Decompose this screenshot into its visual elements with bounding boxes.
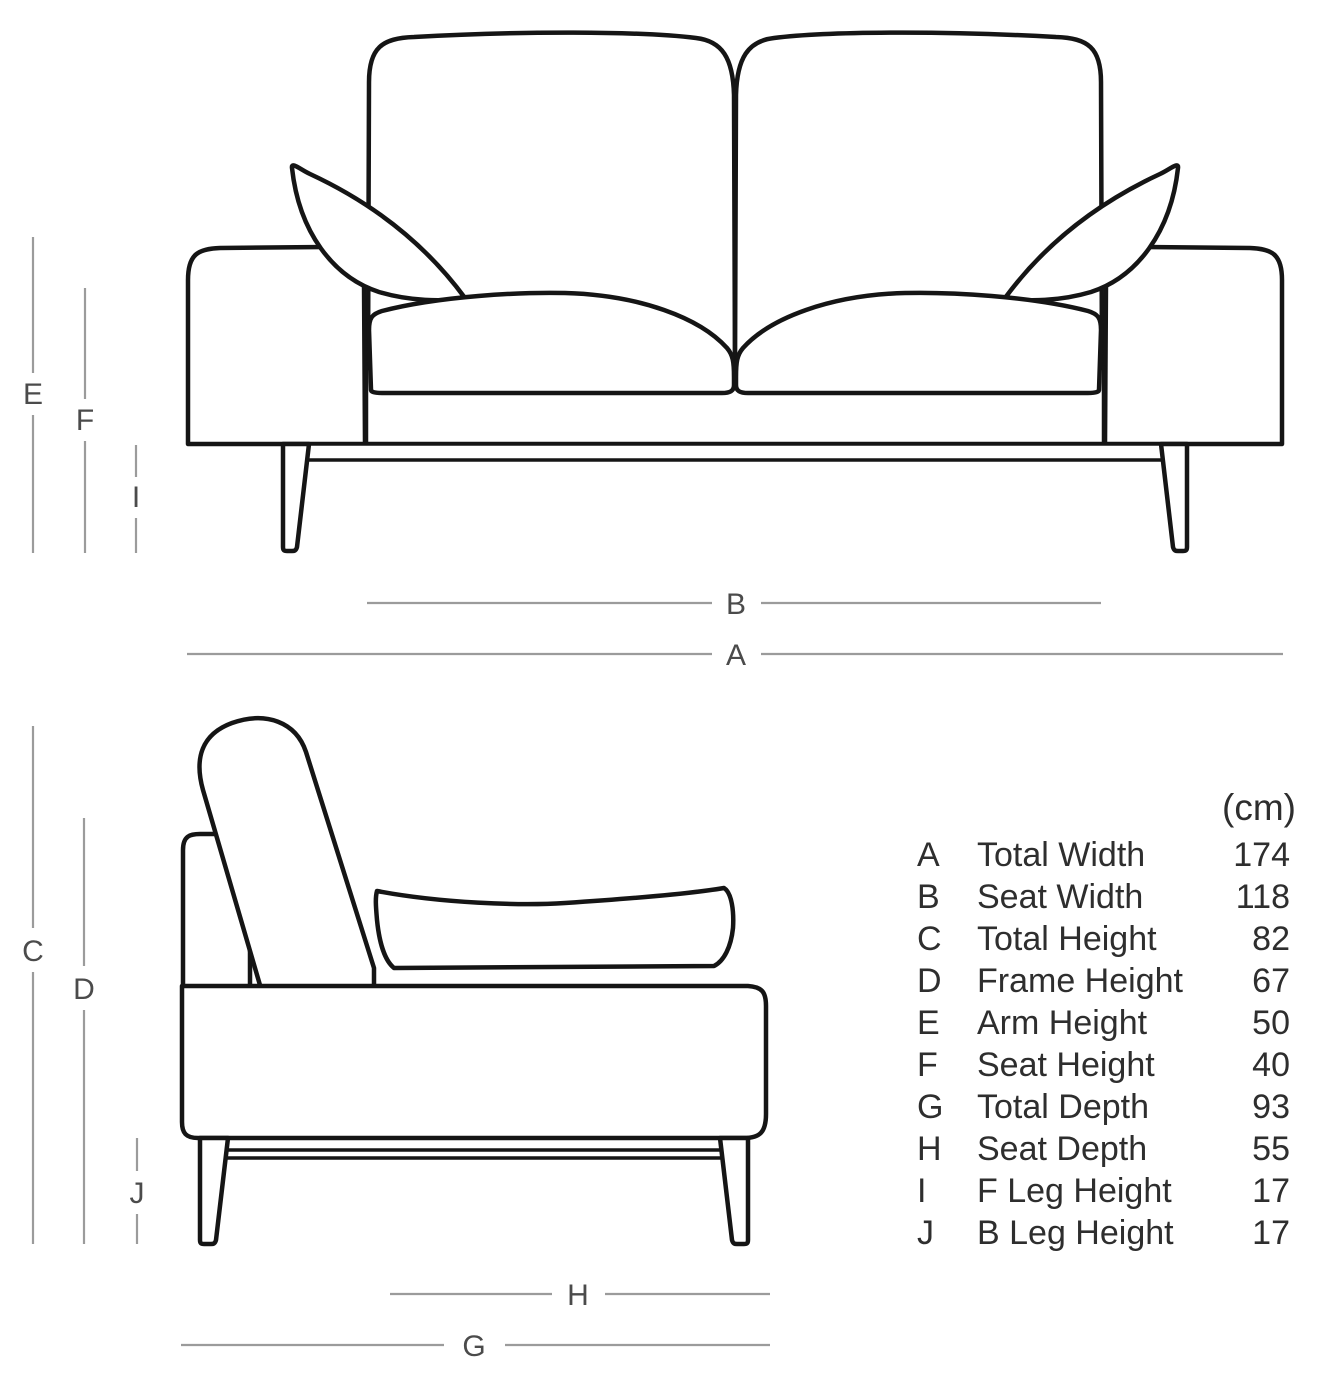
table-row [905,1170,1298,1212]
row-value: 118 [1235,877,1290,916]
side-leg-back [720,1138,748,1244]
side-leg-front [200,1138,228,1244]
arm-right [1105,247,1282,444]
dimension-label-I: I [131,481,141,514]
dimension-line-I [132,445,140,553]
dimension-label-B: B [725,588,747,621]
table-row [905,918,1298,960]
dimension-line-D [73,818,95,1244]
side-rail [222,1150,726,1158]
dimension-label-C: C [22,935,44,968]
row-key: D [917,961,942,1000]
arm-left [188,247,365,444]
row-label: F Leg Height [977,1171,1172,1210]
row-key: G [917,1087,944,1126]
row-key: I [917,1171,927,1210]
row-key: H [917,1129,942,1168]
side-body [182,986,766,1138]
row-value: 17 [1252,1213,1290,1252]
dimension-label-D: D [73,973,95,1006]
row-key: A [917,835,940,874]
dimension-label-J: J [129,1177,145,1210]
row-value: 67 [1252,961,1290,1000]
table-row [905,834,1298,876]
table-row [905,876,1298,918]
dimension-line-E [23,237,43,553]
row-label: B Leg Height [977,1213,1174,1252]
dimension-line-G [181,1330,770,1363]
dimension-label-E: E [22,378,44,411]
table-row [905,1086,1298,1128]
row-value: 50 [1252,1003,1290,1042]
dimension-line-A [187,639,1283,672]
row-key: J [917,1213,934,1252]
row-label: Arm Height [977,1003,1148,1042]
front-view-drawing [188,33,1282,551]
row-label: Seat Height [977,1045,1155,1084]
dimension-label-A: A [725,639,747,672]
side-view-drawing [182,718,766,1244]
row-label: Total Width [977,835,1146,874]
dimension-label-G: G [462,1330,486,1363]
front-leg-right [1161,444,1187,551]
table-row [905,1002,1298,1044]
row-key: C [917,919,942,958]
unit-header: (cm) [1222,787,1296,828]
row-value: 93 [1252,1087,1290,1126]
dimension-line-B [367,588,1101,621]
row-label: Total Height [977,919,1157,958]
dimensions-table [905,788,1298,1254]
row-label: Frame Height [977,961,1183,1000]
row-value: 17 [1252,1171,1290,1210]
row-key: B [917,877,940,916]
row-value: 82 [1252,919,1290,958]
dimension-label-F: F [75,404,95,437]
front-rail [307,444,1163,460]
side-pillow [376,888,733,968]
table-row [905,960,1298,1002]
table-row [905,1128,1298,1170]
dimension-line-F [76,288,94,553]
dimension-line-C [22,726,44,1244]
row-value: 40 [1252,1045,1290,1084]
dimension-line-J [130,1138,145,1244]
row-value: 174 [1233,835,1290,874]
row-label: Total Depth [977,1087,1149,1126]
dimension-label-H: H [567,1279,589,1312]
front-leg-left [283,444,309,551]
row-value: 55 [1252,1129,1290,1168]
row-label: Seat Width [977,877,1144,916]
table-row [905,1212,1298,1254]
row-label: Seat Depth [977,1129,1148,1168]
row-key: E [917,1003,940,1042]
dimension-line-H [390,1279,770,1312]
table-row [905,1044,1298,1086]
row-key: F [917,1045,938,1084]
